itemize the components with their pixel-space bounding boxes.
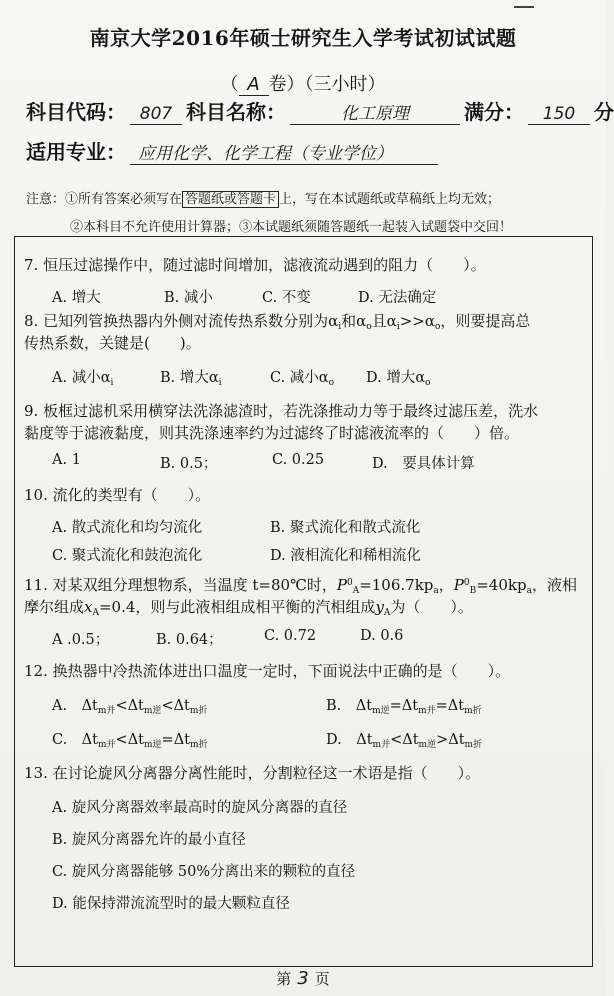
q10-option-c: C. 聚式流化和鼓泡流化 [52, 548, 203, 564]
q8-text: 和α [341, 312, 367, 330]
q12-text: <Δt [115, 698, 144, 714]
question-9: 9. 板框过滤机采用横穿法洗涤滤渣时，若洗涤推动力等于最终过滤压差，洗水 [24, 402, 539, 420]
q8-option-d [366, 366, 431, 388]
q10-option-a: A. 散式流化和均匀流化 [52, 520, 203, 536]
q11-sup: 0 [463, 578, 470, 588]
q7-option-a: A. 增大 [52, 290, 101, 306]
subject-code-label: 科目代码： [26, 100, 126, 124]
q12-text: <Δt [390, 732, 419, 748]
q8-text: 8. 已知列管换热器内外侧对流传热系数分别为α [24, 312, 339, 330]
q12-text: A. Δt [52, 698, 98, 714]
q7-option-c: C. 不变 [262, 290, 311, 306]
q12-sub: m并 [418, 706, 436, 716]
q12-sub: m折 [464, 706, 482, 716]
q12-sub: m逆 [418, 740, 437, 750]
q13-option-d: D. 能保持滞流流型时的最大颗粒直径 [52, 896, 290, 912]
q12-text: =Δt [389, 698, 419, 714]
q11-unit: a [433, 586, 439, 596]
q8-a-sub: i [110, 378, 114, 388]
q7-option-d: D. 无法确定 [358, 290, 437, 306]
subject-name-label: 科目名称： [186, 100, 286, 124]
q8-c-text: C. 减小α [270, 370, 329, 386]
question-9-line-2: 黏度等于滤液黏度，则其洗涤速率约为过滤终了时滤液流率的（ ）倍。 [24, 424, 520, 442]
q13-option-a: A. 旋风分离器效率最高时的旋风分离器的直径 [52, 800, 348, 816]
q9-option-d: D. 要具体计算 [372, 456, 475, 472]
q12-text: D. Δt [326, 732, 373, 748]
q12-text: B. Δt [326, 698, 373, 714]
q9-option-a: A. 1 [52, 452, 81, 468]
q8-text: >>α [399, 312, 435, 330]
q12-sub: m折 [190, 740, 208, 750]
q11-pa: P [336, 576, 347, 594]
question-12: 12. 换热器中冷热流体进出口温度一定时，下面说法中正确的是（ ）。 [24, 662, 511, 680]
q11-sub: A [352, 586, 360, 596]
q11-text: 为（ ）。 [390, 598, 473, 616]
question-7: 7. 恒压过滤操作中，随过滤时间增加，滤液流动遇到的阻力（ ）。 [24, 256, 486, 274]
notice-line-2: ②本科目不允许使用计算器；③本试题纸须随答题纸一起装入试题袋中交回！ [70, 220, 513, 235]
q8-option-b [160, 366, 222, 388]
q12-sub: m并 [98, 740, 116, 750]
q12-sub: m折 [464, 740, 483, 750]
q12-option-b [326, 694, 482, 716]
q12-option-a [52, 694, 207, 716]
paper-duration: 卷）（三小时） [268, 74, 386, 95]
q13-option-b: B. 旋风分离器允许的最小直径 [52, 832, 246, 848]
q12-option-c [52, 728, 208, 750]
q11-text: ，液相 [531, 576, 577, 594]
q11-pb-value: =40kp [476, 576, 527, 594]
q13-option-c: C. 旋风分离器能够 50%分离出来的颗粒的直径 [52, 864, 356, 880]
q11-pa-value: =106.7kp [359, 576, 434, 594]
q12-sub: m逆 [372, 706, 390, 716]
q8-sub: i [396, 322, 400, 332]
q8-text: 且α [371, 312, 397, 330]
q11-text: 11. 对某双组分理想物系，当温度 t=80℃时， [24, 576, 337, 594]
q12-sub: m逆 [143, 706, 162, 716]
notice-boxed-text: 答题纸或答题卡 [182, 191, 279, 208]
question-8-line-2: 传热系数，关键是( )。 [24, 334, 201, 352]
q8-sub: i [338, 322, 342, 332]
q8-c-sub: o [328, 378, 335, 388]
question-11: 11. 对某双组分理想物系，当温度 t=80℃时，$P^0_A=106.7kp_a$，$P^0_B=40kp_a$，液相 [24, 576, 577, 596]
full-score-label: 满分： [464, 100, 524, 124]
subject-name-value: 化工原理 [290, 99, 460, 125]
paper-open: （ [220, 74, 239, 95]
major-row [26, 136, 586, 165]
q8-sub: o [434, 322, 441, 332]
q12-text: C. Δt [52, 732, 98, 748]
q11-pb: P [453, 576, 464, 594]
question-11-line-2 [24, 596, 590, 624]
q11-option-b: B. 0.64； [156, 632, 223, 648]
q12-sub: m逆 [144, 740, 162, 750]
q7-option-b: B. 减小 [164, 290, 213, 306]
q12-sub: m并 [97, 706, 116, 716]
q9-option-b: B. 0.5； [160, 456, 218, 472]
q11-option-d: D. 0.6 [360, 628, 404, 644]
q11-xa: x [84, 598, 93, 616]
q12-text: >Δt [436, 732, 465, 748]
q8-text: ，则要提高总 [440, 312, 531, 330]
q12-option-d [326, 728, 482, 750]
subject-code-value: 807 [130, 104, 182, 125]
page-number-value: 3 [297, 968, 309, 989]
q11-sub: A [92, 608, 99, 618]
q11-option-a: A .0.5； [52, 632, 110, 648]
page-number-pre: 第 [276, 970, 292, 988]
question-13: 13. 在讨论旋风分离器分离性能时，分割粒径这一术语是指（ ）。 [24, 764, 481, 782]
q8-b-sub: i [218, 378, 222, 388]
q8-a-text: A. 减小α [52, 370, 111, 386]
major-value: 应用化学、化学工程（专业学位） [130, 139, 438, 165]
page-number [0, 968, 606, 989]
exam-title: 南京大学2016年硕士研究生入学考试初试试题 [89, 26, 517, 50]
q12-text: =Δt [161, 732, 190, 748]
paper-version [0, 70, 606, 96]
paper-code: A [239, 74, 269, 96]
full-score-unit: 分 [594, 100, 614, 124]
notice-line-1 [26, 188, 596, 207]
q11-option-c: C. 0.72 [264, 628, 317, 644]
q10-option-b: B. 聚式流化和散式流化 [270, 520, 421, 536]
notice-text: 注意：①所有答案必须写在 [26, 192, 183, 207]
page-number-post: 页 [314, 970, 330, 988]
q11-ya: y [375, 598, 384, 616]
q10-option-d: D. 液相流化和稀相流化 [270, 548, 421, 564]
q8-sub: o [366, 322, 372, 332]
q12-sub: m并 [372, 740, 391, 750]
full-score-value: 150 [528, 104, 590, 125]
q9-option-c: C. 0.25 [272, 452, 325, 468]
q11-sub: B [469, 586, 477, 596]
q8-d-text: D. 增大α [366, 370, 426, 386]
q11-text: 摩尔组成 [24, 598, 85, 616]
subject-row [26, 96, 614, 125]
q11-unit: a [526, 586, 532, 596]
q11-sup: 0 [346, 578, 353, 588]
notice-text-post: 上，写在本试题纸或草稿纸上均无效； [279, 192, 501, 207]
major-label: 适用专业： [26, 140, 126, 164]
q11-text: ，则与此液相组成相平衡的汽相组成 [135, 598, 376, 616]
q11-sub: A [383, 608, 391, 618]
q11-xa-value: =0.4 [98, 598, 136, 616]
corner-mark [514, 0, 534, 8]
q12-text: <Δt [161, 698, 190, 714]
q12-text: <Δt [115, 732, 144, 748]
q8-b-text: B. 增大α [160, 370, 219, 386]
q8-option-c [270, 366, 334, 388]
q8-d-sub: o [425, 378, 431, 388]
q12-sub: m折 [189, 706, 208, 716]
q8-option-a [52, 366, 113, 388]
q12-text: =Δt [435, 698, 465, 714]
question-10: 10. 流化的类型有（ ）。 [24, 486, 211, 504]
